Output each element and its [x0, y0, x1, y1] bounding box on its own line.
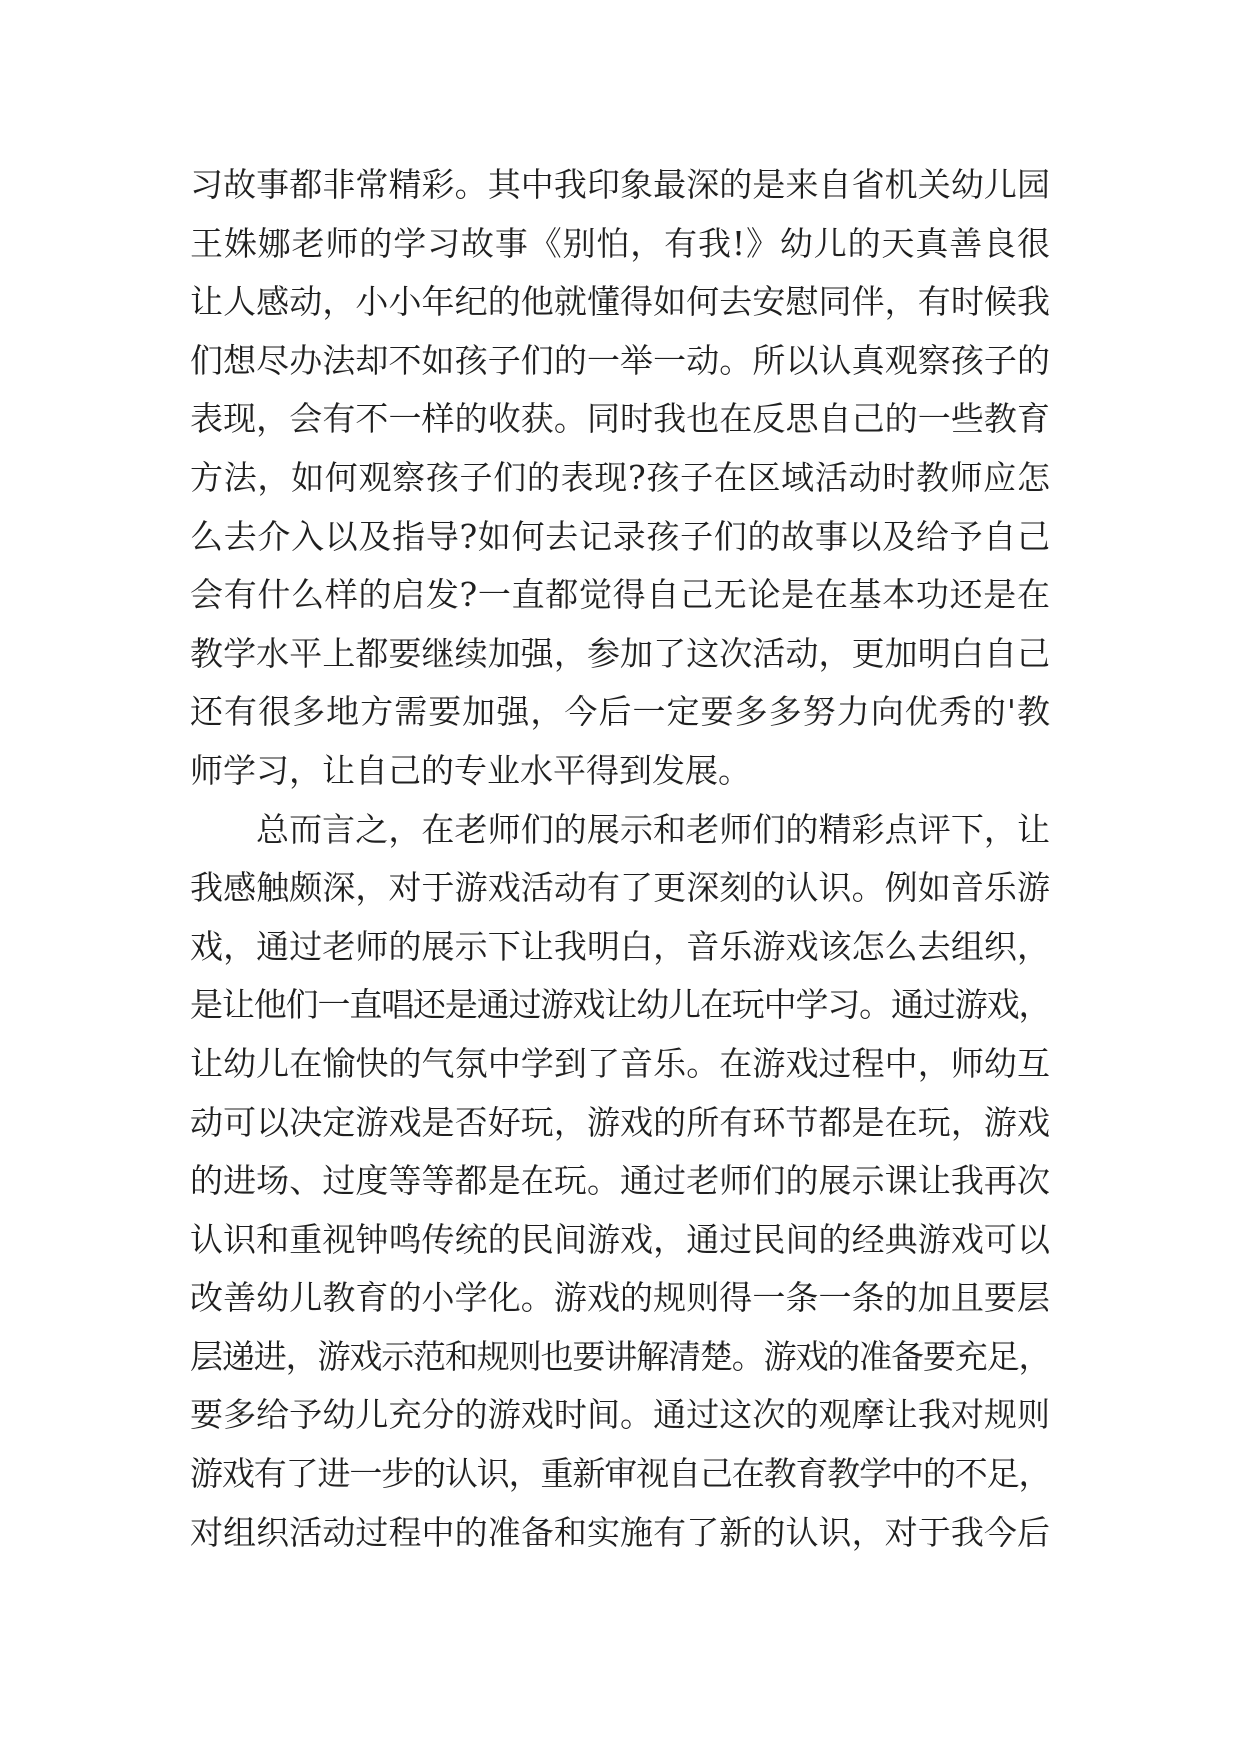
paragraph	[190, 156, 1050, 801]
text-line: 改善幼儿教育的小学化。游戏的规则得一条一条的加且要层	[190, 1278, 1050, 1318]
text-line: 习故事都非常精彩。其中我印象最深的是来自省机关幼儿园	[190, 165, 1050, 204]
text-line: 戏，通过老师的展示下让我明白，音乐游戏该怎么去组织，	[190, 926, 1050, 966]
text-line: 层递进，游戏示范和规则也要讲解清楚。游戏的准备要充足，	[190, 1336, 1050, 1376]
text-line: 对组织活动过程中的准备和实施有了新的认识，对于我今后	[190, 1512, 1050, 1552]
text-line: 让人感动，小小年纪的他就懂得如何去安慰同伴，有时候我	[190, 282, 1050, 322]
text-line: 师学习，让自己的专业水平得到发展。	[190, 750, 751, 790]
text-line: 么去介入以及指导?如何去记录孩子们的故事以及给予自己	[190, 516, 1050, 556]
paragraph	[190, 801, 1050, 1563]
text-line: 认识和重视钟鸣传统的民间游戏，通过民间的经典游戏可以	[190, 1219, 1050, 1259]
text-line: 要多给予幼儿充分的游戏时间。通过这次的观摩让我对规则	[190, 1395, 1050, 1435]
text-line: 会有什么样的启发?一直都觉得自己无论是在基本功还是在	[190, 575, 1050, 615]
text-line: 王姝娜老师的学习故事《别怕，有我!》幼儿的天真善良很	[190, 223, 1050, 263]
text-line: 总而言之，在老师们的展示和老师们的精彩点评下，让	[256, 809, 1050, 849]
text-line: 游戏有了进一步的认识，重新审视自己在教育教学中的不足，	[190, 1454, 1050, 1494]
text-line: 是让他们一直唱还是通过游戏让幼儿在玩中学习。通过游戏，	[190, 985, 1050, 1025]
text-line: 还有很多地方需要加强，今后一定要多多努力向优秀的'教	[190, 692, 1050, 732]
text-line: 我感触颇深，对于游戏活动有了更深刻的认识。例如音乐游	[190, 868, 1050, 908]
text-line: 们想尽办法却不如孩子们的一举一动。所以认真观察孩子的	[190, 340, 1050, 380]
text-line: 表现，会有不一样的收获。同时我也在反思自己的一些教育	[190, 399, 1050, 439]
text-line: 的进场、过度等等都是在玩。通过老师们的展示课让我再次	[190, 1161, 1050, 1201]
body-text	[190, 156, 1050, 1562]
text-line: 教学水平上都要继续加强，参加了这次活动，更加明白自己	[190, 633, 1050, 673]
text-line: 让幼儿在愉快的气氛中学到了音乐。在游戏过程中，师幼互	[190, 1043, 1050, 1083]
text-line: 方法，如何观察孩子们的表现?孩子在区域活动时教师应怎	[190, 457, 1050, 497]
text-line: 动可以决定游戏是否好玩，游戏的所有环节都是在玩，游戏	[190, 1102, 1050, 1142]
